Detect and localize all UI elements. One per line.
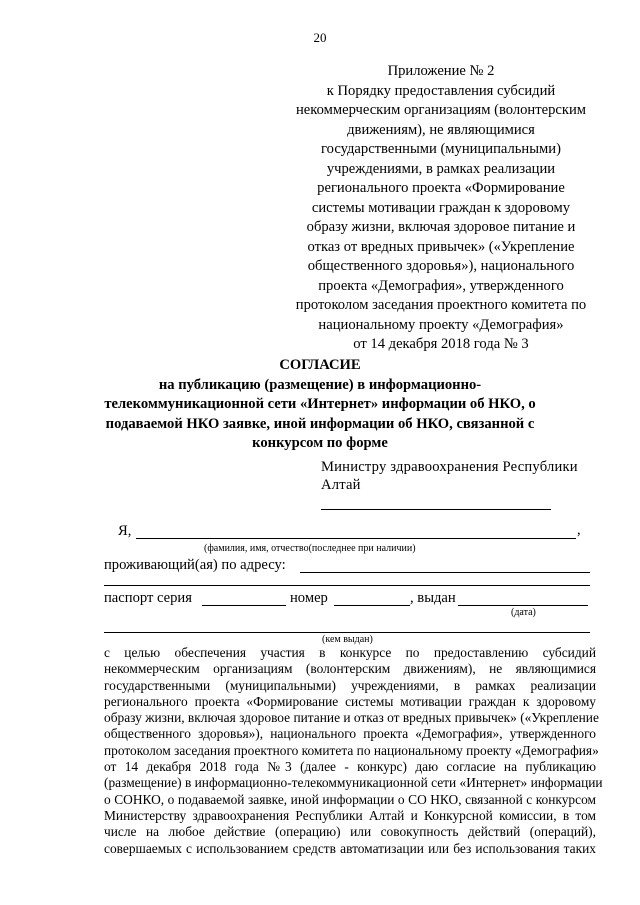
fio-comma: , <box>577 522 581 538</box>
issued-by-field[interactable] <box>104 632 590 633</box>
appendix-line: Приложение № 2 <box>387 63 495 79</box>
appendix-line: общественного здоровья»), национального <box>307 258 575 274</box>
title-line: телекоммуникационной сети «Интернет» информации об НКО, о <box>104 396 536 412</box>
issued-by-hint: (кем выдан) <box>322 634 373 645</box>
appendix-line: системы мотивации граждан к здоровому <box>311 199 571 216</box>
appendix-line: от 14 декабря 2018 года № 3 <box>353 336 529 352</box>
body-line: общественного здоровья»), национального проекта «Демография», утвержденного <box>104 726 596 742</box>
appendix-line: государственными (муниципальными) <box>321 141 561 157</box>
ya-label: Я, <box>118 523 132 539</box>
document-title <box>90 356 550 454</box>
appendix-line: движениям), не являющимися <box>347 121 535 138</box>
title-heading: СОГЛАСИЕ <box>279 357 361 373</box>
appendix-line: проекта «Демография», утвержденного <box>318 277 564 294</box>
addressee-signature-line <box>321 509 551 510</box>
passport-number-label: номер <box>290 590 328 606</box>
appendix-line: национальному проекту «Демография» <box>318 316 564 333</box>
title-line: на публикацию (размещение) в информационно- <box>158 376 482 393</box>
appendix-line: протоколом заседания проектного комитета по <box>295 297 587 313</box>
appendix-line: регионального проекта «Формирование <box>317 180 565 196</box>
appendix-header <box>283 62 599 355</box>
body-line: (размещение) в информационно-телекоммуникационной сети «Интернет» информации <box>104 775 603 791</box>
address-field[interactable] <box>300 572 590 573</box>
title-line: конкурсом по форме <box>252 435 388 451</box>
body-line: государственными (муниципальными) учреждениями, в рамках реализации <box>104 677 596 693</box>
consent-body <box>104 645 603 857</box>
page-number: 20 <box>313 30 327 45</box>
fio-field[interactable] <box>136 538 576 539</box>
body-line: с целью обеспечения участия в конкурсе по предоставлению субсидий <box>104 645 596 660</box>
appendix-line: отказ от вредных привычек» («Укрепление <box>307 238 575 255</box>
body-line: некоммерческим организациям (волонтерским движениям), не являющимися <box>104 661 596 677</box>
addressee-line: Алтай <box>321 477 361 493</box>
body-line: Министерству здравоохранения Республики Алтай и Конкурсной комиссии, в том <box>104 807 596 823</box>
body-line: протоколом заседания проектного комитета по национальному проекту «Демография» <box>104 742 599 758</box>
address-label: проживающий(ая) по адресу: <box>104 557 286 573</box>
address-field-2[interactable] <box>104 585 590 586</box>
appendix-line: к Порядку предоставления субсидий <box>326 82 556 99</box>
issue-date-field[interactable] <box>458 605 588 606</box>
date-hint: (дата) <box>511 607 536 618</box>
fio-hint: (фамилия, имя, отчество(последнее при наличии) <box>204 543 416 554</box>
body-line: образу жизни, включая здоровое питание и отказ от вредных привычек» («Укрепление <box>104 710 599 726</box>
addressee <box>321 458 591 494</box>
addressee-line: Министру здравоохранения Республики <box>321 459 578 475</box>
issued-label: , выдан <box>410 590 456 606</box>
body-line: регионального проекта «Формирование системы мотивации граждан к здоровому <box>104 693 596 709</box>
passport-number-field[interactable] <box>334 605 410 606</box>
appendix-line: образу жизни, включая здоровое питание и <box>306 219 576 235</box>
body-line: о СОНКО, о подаваемой заявке, иной информации о СО НКО, связанной с конкурсом <box>104 791 596 807</box>
appendix-line: некоммерческим организациям (волонтерским <box>295 102 587 118</box>
body-line: числе на любое действие (операцию) или совокупность действий (операций), <box>104 824 596 840</box>
appendix-line: учреждениями, в рамках реализации <box>326 160 556 177</box>
body-line: от 14 декабря 2018 года №3 (далее - конкурс) даю согласие на публикацию <box>104 759 596 775</box>
title-line: подаваемой НКО заявке, иной информации об НКО, связанной с <box>105 415 535 432</box>
body-line: совершаемых с использованием средств автоматизации или без использования таких <box>104 840 596 856</box>
passport-series-field[interactable] <box>202 605 286 606</box>
passport-series-label: паспорт серия <box>104 590 192 606</box>
